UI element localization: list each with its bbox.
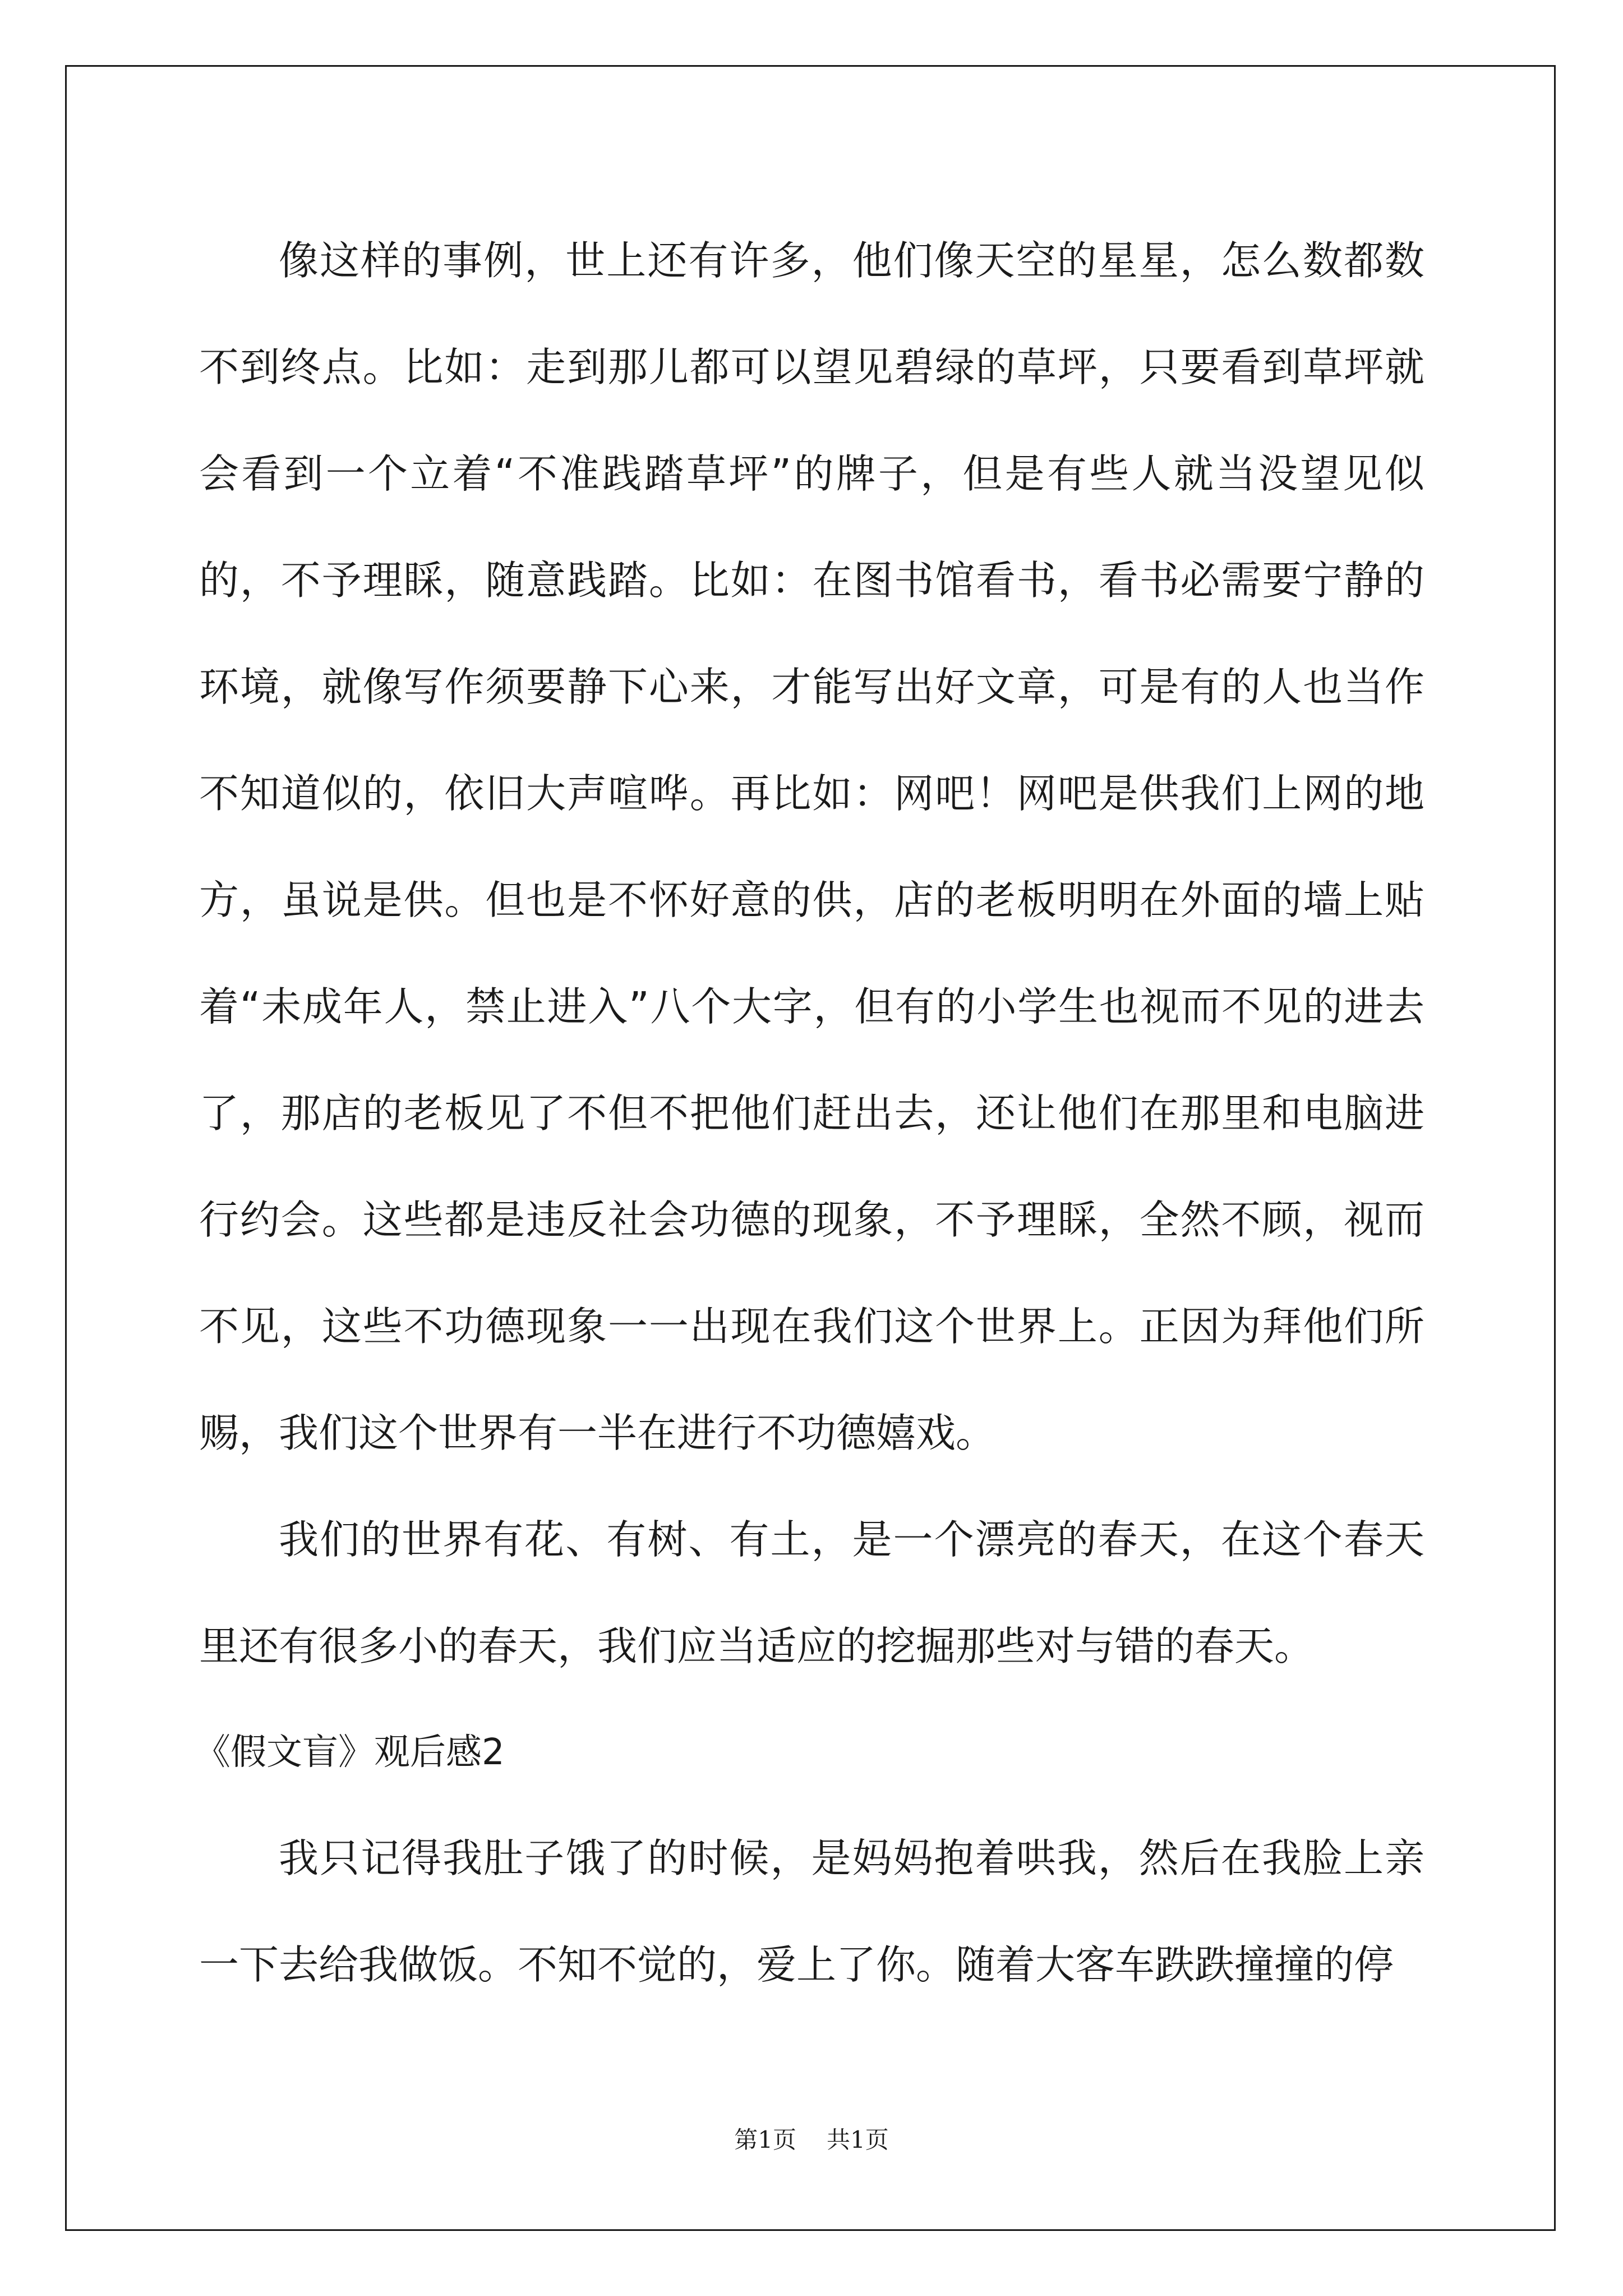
- section-title: 《假文盲》观后感2: [195, 1732, 505, 1773]
- page-total: 共1页: [827, 2126, 889, 2154]
- paragraph-2: 我们的世界有花、有树、有土，是一个漂亮的春天，在这个春天里还有很多小的春天，我们应当适应的挖掘那些对与错的春天。: [199, 1516, 1424, 1669]
- document-body: [195, 208, 1424, 2018]
- page-footer: [0, 2122, 1623, 2155]
- paragraph-1: 像这样的事例，世上还有许多，他们像天空的星星，怎么数都数不到终点。比如：走到那儿都可以望见碧绿的草坪，只要看到草坪就会看到一个立着“不准践踏草坪”的牌子，但是有些人就当没望见似的，不予理睬，随意践踏。比如：在图书馆看书，看书必需要宁静的环境，就像写作须要静下心来，才能写出好文章，可是有的人也当作不知道似的，依旧大声喧哗。再比如：网吧！网吧是供我们上网的地方，虽说是供。但也是不怀好意的供，店的老板明明在外面的墙上贴着“未成年人，禁止进入”八个大字，但有的小学生也视而不见的进去了，那店的老板见了不但不把他们赶出去，还让他们在那里和电脑进行约会。这些都是违反社会功德的现象，不予理睬，全然不顾，视而不见，这些不功德现象一一出现在我们这个世界上。正因为拜他们所赐，我们这个世界有一半在进行不功德嬉戏。: [199, 237, 1424, 1456]
- paragraph-3: 我只记得我肚子饿了的时候，是妈妈抱着哄我，然后在我脸上亲一下去给我做饭。不知不觉的，爱上了你。随着大客车跌跌撞撞的停: [199, 1835, 1424, 1988]
- page-number: 第1页: [734, 2126, 796, 2154]
